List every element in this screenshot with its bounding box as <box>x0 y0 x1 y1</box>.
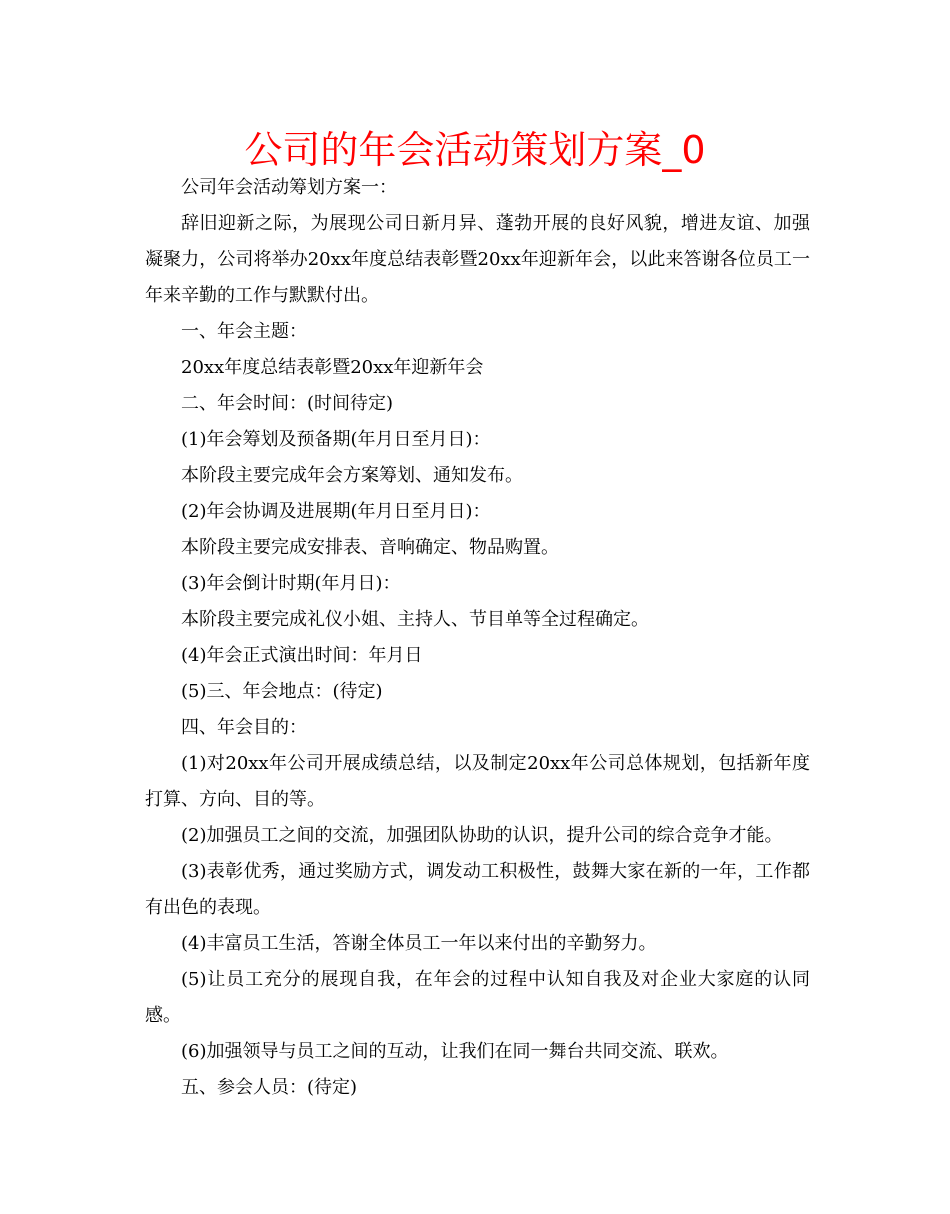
paragraph: (4)年会正式演出时间：年月日 <box>181 645 423 666</box>
paragraph: 二、年会时间：(时间待定) <box>181 393 394 414</box>
paragraph: 四、年会目的： <box>181 717 307 738</box>
paragraph: 本阶段主要完成礼仪小姐、主持人、节目单等全过程确定。 <box>181 609 649 630</box>
paragraph: (2)年会协调及进展期(年月日至月日)： <box>181 501 491 522</box>
paragraph: (5)让员工充分的展现自我，在年会的过程中认知自我及对企业大家庭的认同感。 <box>145 969 810 1026</box>
paragraph: (4)丰富员工生活，答谢全体员工一年以来付出的辛勤努力。 <box>181 933 657 954</box>
paragraph: (2)加强员工之间的交流，加强团队协助的认识，提升公司的综合竞争才能。 <box>181 825 783 846</box>
paragraph: (3)表彰优秀，通过奖励方式，调发动工积极性，鼓舞大家在新的一年，工作都有出色的表现。 <box>145 861 810 918</box>
paragraph: (6)加强领导与员工之间的互动，让我们在同一舞台共同交流、联欢。 <box>181 1041 729 1062</box>
paragraph: 20xx年度总结表彰暨20xx年迎新年会 <box>181 357 484 378</box>
paragraph: (3)年会倒计时期(年月日)： <box>181 573 401 594</box>
paragraph: 五、参会人员：(待定) <box>181 1077 358 1098</box>
paragraph: (5)三、年会地点：(待定) <box>181 681 383 702</box>
paragraph: 辞旧迎新之际，为展现公司日新月异、蓬勃开展的良好风貌，增进友谊、加强凝聚力，公司将举办20xx年度总结表彰暨20xx年迎新年会，以此来答谢各位员工一年来辛勤的工作与默默付出。 <box>145 213 810 306</box>
document-title: 公司的年会活动策划方案_0 <box>244 128 706 172</box>
paragraph: 本阶段主要完成安排表、音响确定、物品购置。 <box>181 537 559 558</box>
paragraph: 一、年会主题： <box>181 321 307 342</box>
paragraph: (1)年会筹划及预备期(年月日至月日)： <box>181 429 491 450</box>
paragraph: (1)对20xx年公司开展成绩总结，以及制定20xx年公司总体规划，包括新年度打算、方向、目的等。 <box>145 753 810 810</box>
paragraph: 公司年会活动筹划方案一： <box>181 177 397 198</box>
document-body <box>145 170 810 1106</box>
paragraph: 本阶段主要完成年会方案筹划、通知发布。 <box>181 465 523 486</box>
